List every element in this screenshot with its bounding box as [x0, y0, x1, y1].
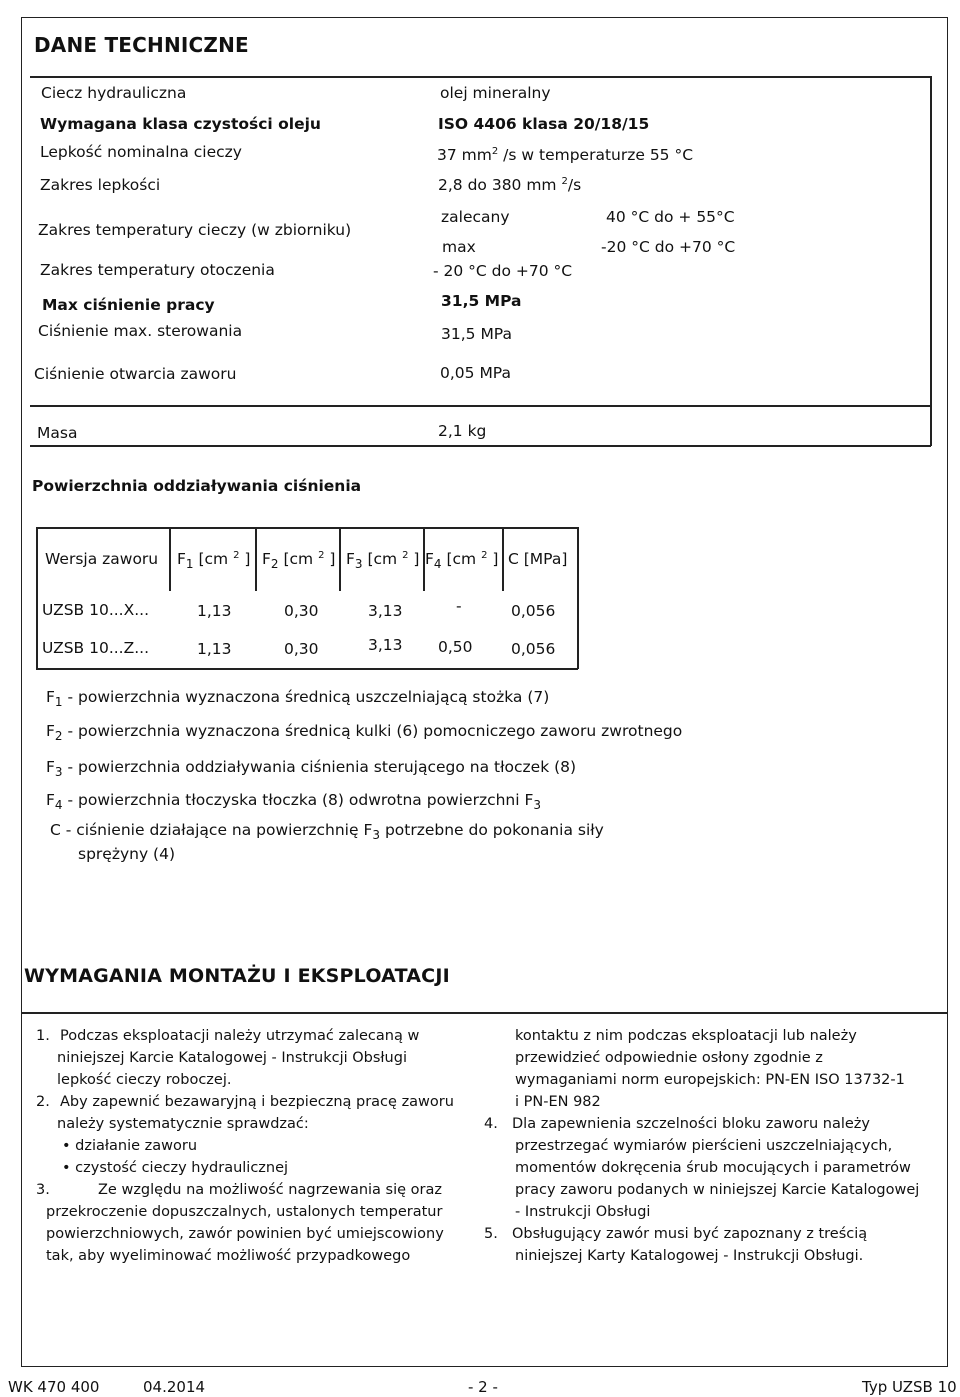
tech-value: 2,1 kg — [438, 422, 487, 440]
tech-value: 31,5 MPa — [441, 325, 512, 343]
legend-item: $F_3$ - powierzchnia oddziaływania ciśnienia sterującego na tłoczek (8) — [46, 758, 577, 780]
tech-value: 37 $mm^2$ /s w temperaturze 55 °C — [437, 145, 694, 164]
divider — [21, 1012, 948, 1014]
tech-value: 40 °C do + 55°C — [606, 208, 735, 226]
header-f2: $F_2$ [cm $^2$ ] — [262, 549, 336, 572]
legend-item: C - ciśnienie działające na powierzchnię $F_3$ potrzebne do pokonania siły — [50, 821, 604, 843]
legend-item: $F_2$ - powierzchnia wyznaczona średnicą kulki (6) pomocniczego zaworu zwrotnego — [46, 722, 683, 744]
tech-value: - 20 °C do +70 °C — [433, 262, 573, 280]
tech-label: Wymagana klasa czystości oleju — [40, 115, 321, 133]
table-cell: UZSB 10...X... — [42, 601, 149, 619]
footer-code: WK 470 400 — [8, 1378, 100, 1396]
table-cell: 0,056 — [511, 640, 556, 658]
footer-date: 04.2014 — [143, 1378, 206, 1396]
tech-label: Zakres temperatury otoczenia — [40, 261, 275, 279]
tech-value: 31,5 MPa — [441, 292, 522, 310]
tech-value: olej mineralny — [440, 84, 551, 102]
tech-label: Zakres lepkości — [40, 176, 161, 194]
table-cell: 0,30 — [284, 640, 319, 658]
tech-label: Max ciśnienie pracy — [42, 296, 215, 314]
tech-label: Ciśnienie otwarcia zaworu — [34, 365, 237, 383]
table-cell: UZSB 10...Z... — [42, 639, 149, 657]
table-cell: 1,13 — [197, 602, 232, 620]
header-f1: $F_1$ [cm $^2$ ] — [177, 549, 251, 572]
legend-item-continuation: sprężyny (4) — [78, 845, 176, 863]
table-cell: 3,13 — [368, 636, 403, 654]
header-f4: $F_4$ [cm $^2$ ] — [425, 549, 499, 572]
tech-label: Ciśnienie max. sterowania — [38, 322, 243, 340]
table-cell: 1,13 — [197, 640, 232, 658]
tech-sub-label: zalecany — [441, 208, 510, 226]
tech-value: 2,8 do 380 mm $^2$/s — [438, 175, 582, 194]
section-title-tech: DANE TECHNICZNE — [34, 33, 249, 57]
tech-value: -20 °C do +70 °C — [601, 238, 736, 256]
footer-page: - 2 - — [468, 1378, 498, 1396]
tech-value: ISO 4406 klasa 20/18/15 — [438, 115, 650, 133]
table-cell: 3,13 — [368, 602, 403, 620]
header-f3: $F_3$ [cm $^2$ ] — [346, 549, 420, 572]
header-version: Wersja zaworu — [45, 550, 159, 568]
footer-type: Typ UZSB 10 — [862, 1378, 957, 1396]
tech-sub-label: max — [442, 238, 476, 256]
table-cell: - — [456, 597, 462, 615]
header-c: C [MPa] — [508, 550, 568, 568]
tech-label: Ciecz hydrauliczna — [41, 84, 187, 102]
tech-label: Lepkość nominalna cieczy — [40, 143, 242, 161]
section-title-pressure: Powierzchnia oddziaływania ciśnienia — [32, 477, 362, 495]
table-cell: 0,056 — [511, 602, 556, 620]
table-cell: 0,30 — [284, 602, 319, 620]
section-title-requirements: WYMAGANIA MONTAŻU I EKSPLOATACJI — [24, 965, 450, 987]
tech-value: 0,05 MPa — [440, 364, 511, 382]
legend-item: $F_1$ - powierzchnia wyznaczona średnicą uszczelniającą stożka (7) — [46, 688, 550, 710]
legend-item: $F_4$ - powierzchnia tłoczyska tłoczka (8) odwrotna powierzchni $F_3$ — [46, 791, 542, 813]
tech-label: Masa — [37, 424, 78, 442]
table-cell: 0,50 — [438, 638, 473, 656]
tech-label: Zakres temperatury cieczy (w zbiorniku) — [38, 221, 352, 239]
